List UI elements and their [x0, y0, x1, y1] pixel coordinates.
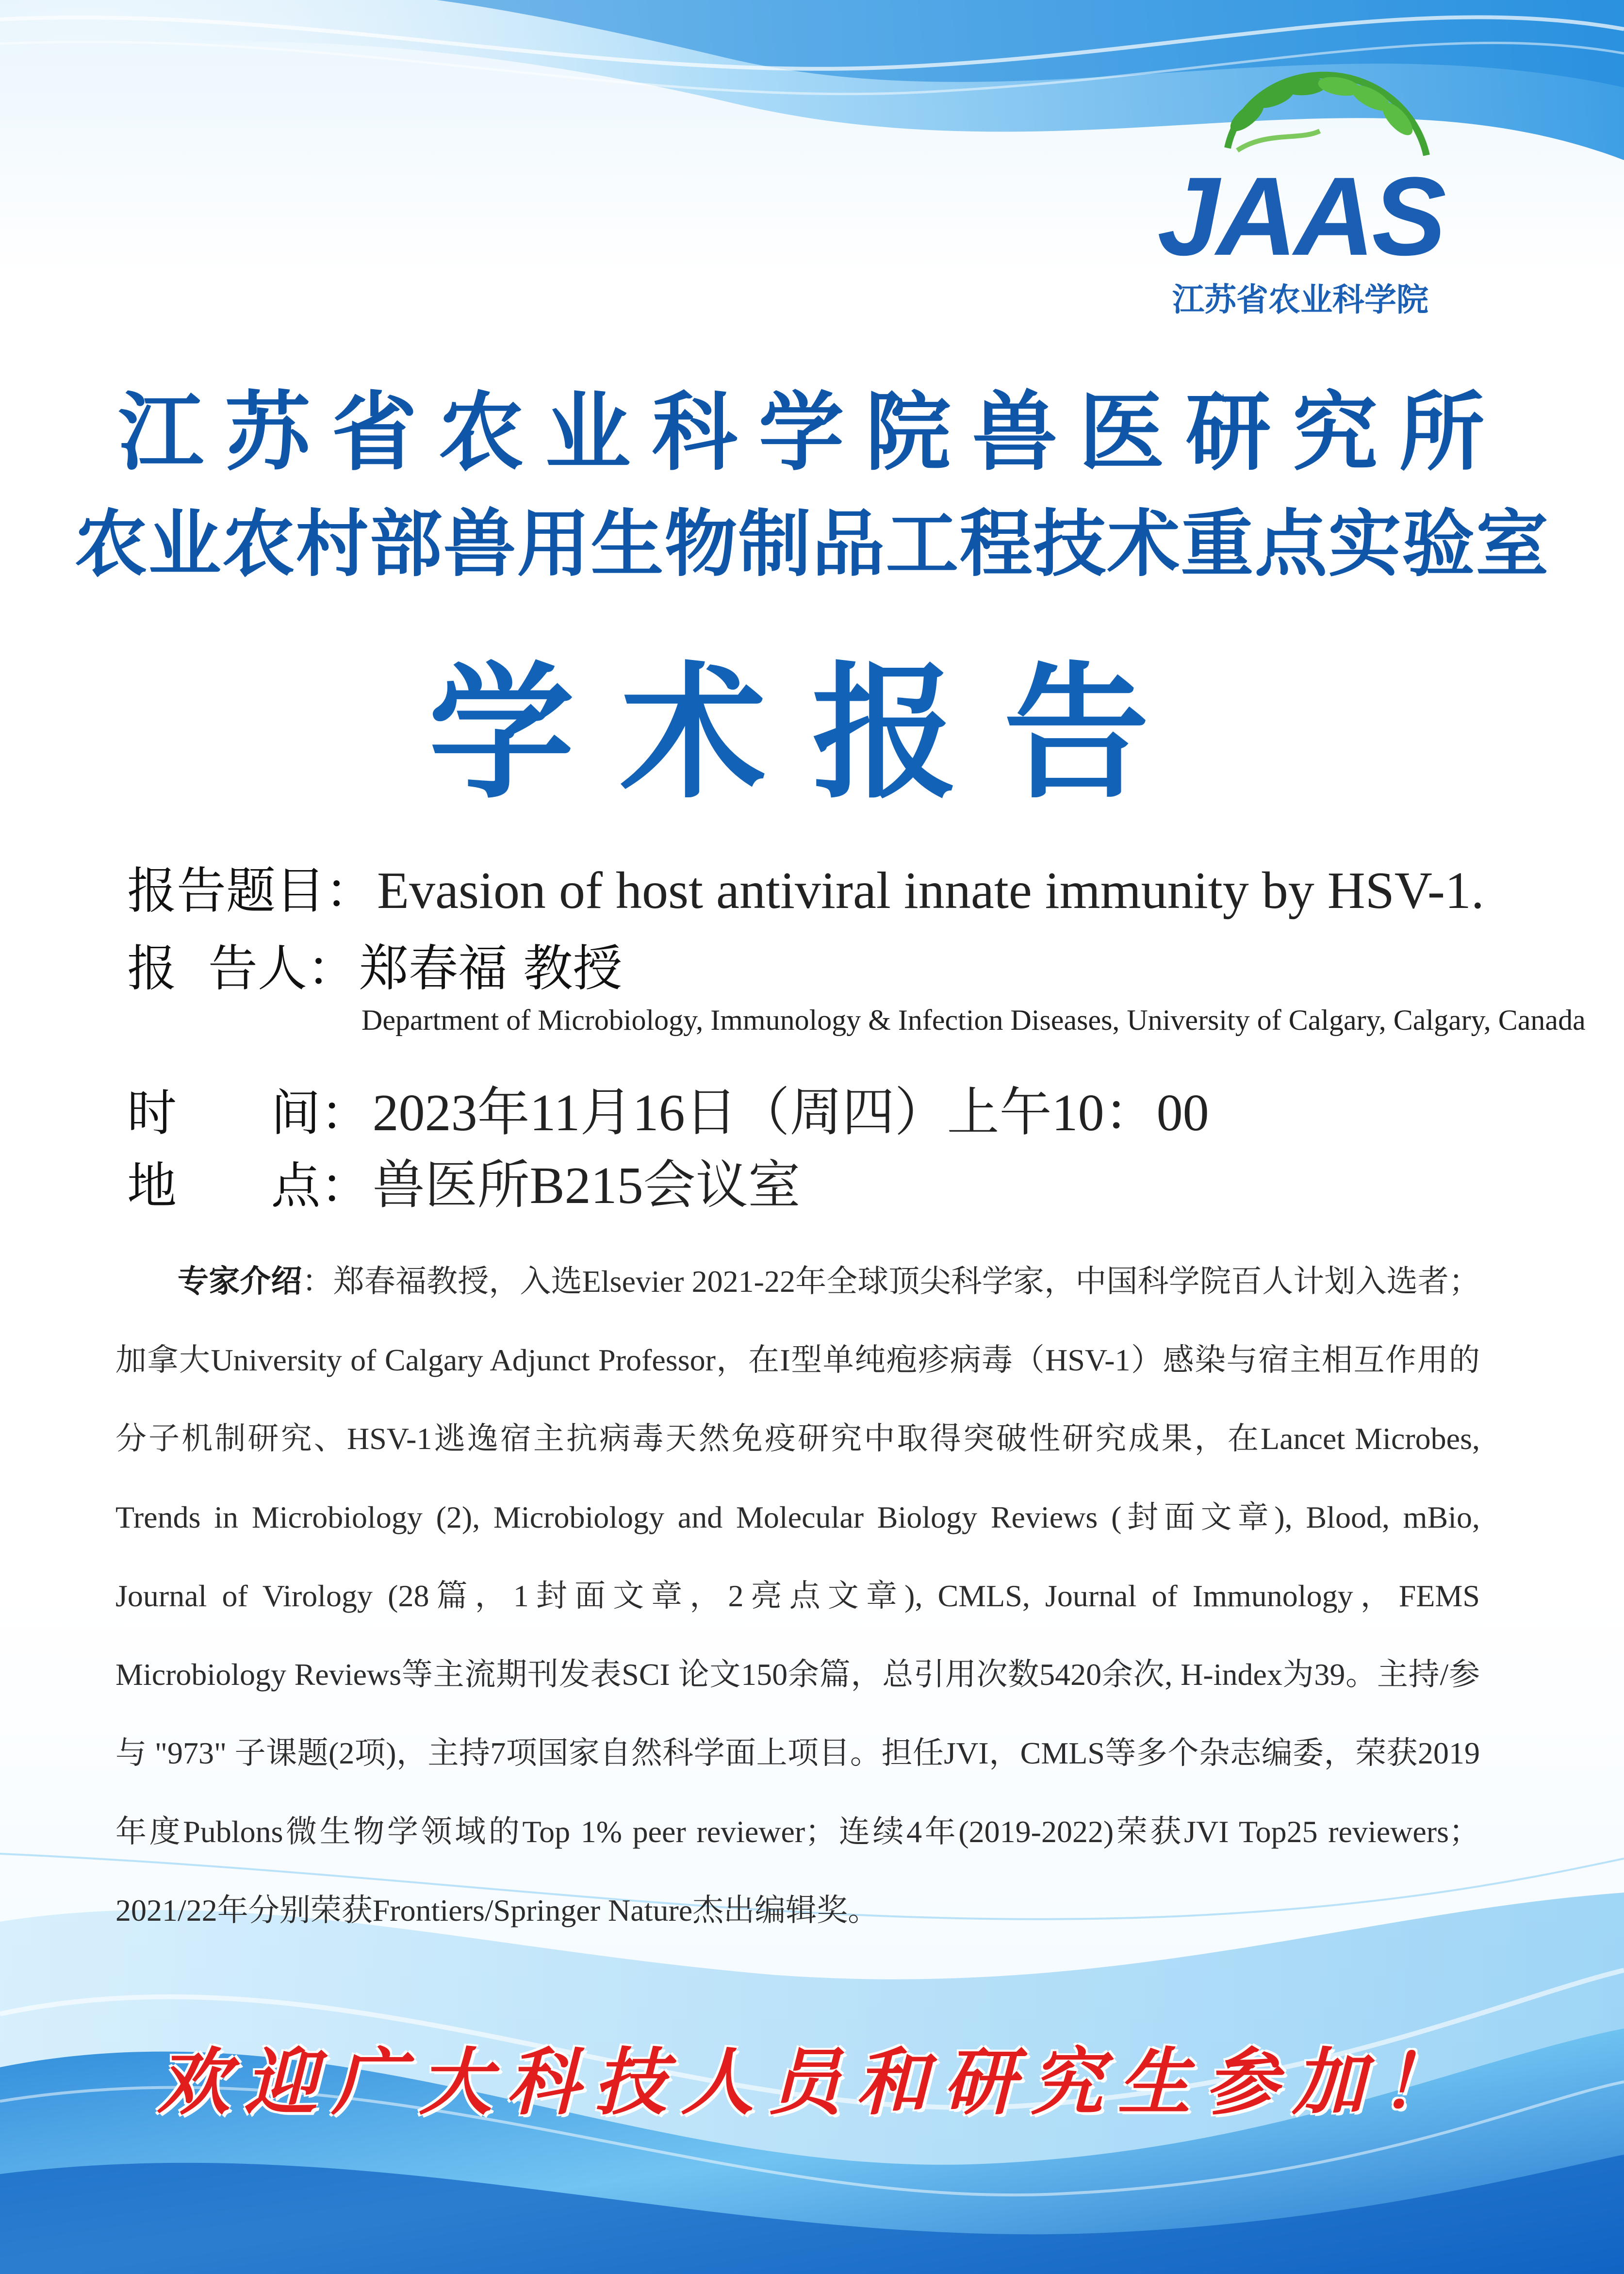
- place-value: 兽医所B215会议室: [372, 1157, 801, 1215]
- place-row: [127, 1143, 801, 1218]
- place-label: 地 点：: [127, 1157, 370, 1215]
- institute-title: 江苏省农业科学院兽医研究所: [118, 383, 1506, 482]
- welcome-banner: 欢迎广大科技人员和研究生参加！: [157, 2040, 1467, 2125]
- speaker-affiliation: Department of Microbiology, Immunology & Infection Diseases, University of Calgary, Calgary, Canada: [361, 1004, 1586, 1036]
- time-row: [127, 1070, 1209, 1145]
- bio-label: 专家介绍: [178, 1264, 302, 1299]
- speaker-bio: [115, 1242, 1480, 1950]
- laurel-icon: [1226, 74, 1427, 155]
- lab-title: 农业农村部兽用生物制品工程技术重点实验室: [74, 502, 1550, 587]
- logo-acronym: JAAS: [1157, 154, 1444, 279]
- bio-text: ：郑春福教授，入选Elsevier 2021-22年全球顶尖科学家，中国科学院百人计划入选者；加拿大University of Calgary Adjunct Professor，在I型单纯疱疹病毒（HSV-1）感染与宿主相互作用的分子机制研究、HSV-1逃逸宿主抗病毒天然免疫研究中取得突破性研究成果，在Lancet Microbes, Trends in Microbiology (2), Microbiology and Molecular Biology Reviews (封面文章), Blood, mBio, Journal of Virology (28篇，1封面文章，2亮点文章), CMLS, Journal of Immunology，FEMS Microbiology Reviews等主流期刊发表SCI 论文150余篇，总引用次数5420余次, H-index为39。主持/参与 "973" 子课题(2项)，主持7项国家自然科学面上项目。担任JVI，CMLS等多个杂志编委，荣获2019年度Publons微生物学领域的Top 1% peer reviewer；连续4年(2019-2022)荣获JVI Top25 reviewers；2021/22年分别荣获Frontiers/Springer Nature杰出编辑奖。: [115, 1264, 1480, 1928]
- speaker-label: 报 告人：: [127, 940, 357, 998]
- event-title: 学术报告: [428, 649, 1196, 818]
- jaas-logo: [1116, 58, 1485, 330]
- time-value: 2023年11月16日（周四）上午10：00: [372, 1084, 1209, 1142]
- topic-label: 报告题目：: [127, 862, 375, 920]
- logo-name: 江苏省农业科学院: [1172, 281, 1428, 318]
- topic-row: [127, 852, 1484, 923]
- time-label: 时 间：: [127, 1085, 370, 1142]
- speaker-value: 郑春福 教授: [359, 940, 623, 998]
- topic-value: Evasion of host antiviral innate immunity by HSV-1.: [377, 862, 1484, 920]
- speaker-row: [127, 929, 622, 1000]
